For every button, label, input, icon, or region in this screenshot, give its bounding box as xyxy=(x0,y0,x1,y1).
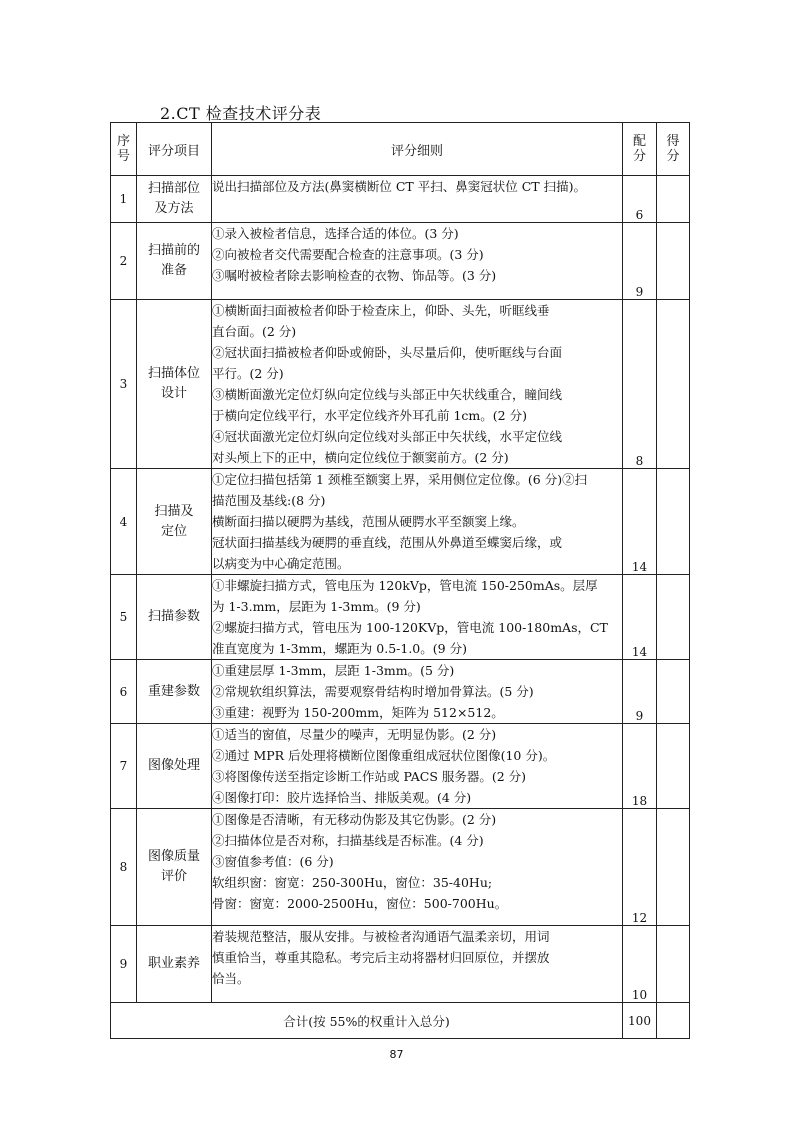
row-item xyxy=(137,176,212,223)
rule-line: 描范围及基线:(8 分) xyxy=(212,493,326,508)
row-number: 4 xyxy=(111,469,137,575)
row-item-line: 图像处理 xyxy=(147,758,200,773)
row-item xyxy=(137,469,212,575)
row-score-cell[interactable] xyxy=(657,660,690,724)
rule-line: 说出扫描部位及方法(鼻窦横断位 CT 平扫、鼻窦冠状位 CT 扫描)。 xyxy=(212,179,586,194)
total-score-cell[interactable] xyxy=(657,1003,690,1039)
row-item xyxy=(137,809,212,926)
row-item-line: 扫描及 xyxy=(154,503,194,519)
row-number: 2 xyxy=(111,223,137,300)
rule-line: 准直宽度为 1-3mm，螺距为 0.5-1.0。(9 分) xyxy=(212,641,467,656)
rule-line: ②螺旋扫描方式，管电压为 100-120KVp，管电流 100-180mAs，CT xyxy=(212,620,608,635)
rule-line: ②冠状面扫描被检者仰卧或俯卧，头尽量后仰，使听眶线与台面 xyxy=(212,345,563,360)
table-row xyxy=(111,223,690,300)
rule-line: 冠状面扫描基线为硬腭的垂直线，范围从外鼻道至蝶窦后缘，或 xyxy=(212,535,563,550)
row-points: 10 xyxy=(623,926,657,1003)
rule-line: 对头颅上下的正中，横向定位线位于额窦前方。(2 分) xyxy=(212,450,509,465)
row-score-cell[interactable] xyxy=(657,469,690,575)
rule-line: 以病变为中心确定范围。 xyxy=(212,556,350,571)
rule-line: ①定位扫描包括第 1 颈椎至额窦上界，采用侧位定位像。(6 分)②扫 xyxy=(212,472,588,487)
row-points: 12 xyxy=(623,809,657,926)
rule-line: ③重建：视野为 150-200mm，矩阵为 512×512。 xyxy=(212,705,504,720)
row-number: 9 xyxy=(111,926,137,1003)
rule-line: ①重建层厚 1-3mm，层距 1-3mm。(5 分) xyxy=(212,663,455,678)
table-header-row xyxy=(111,123,690,176)
row-score-cell[interactable] xyxy=(657,926,690,1003)
row-rules xyxy=(212,660,623,724)
row-item xyxy=(137,724,212,809)
header-number: 序 号 xyxy=(111,123,137,176)
rule-line: ①图像是否清晰，有无移动伪影及其它伪影。(2 分) xyxy=(212,812,497,827)
rule-line: ③窗值参考值：(6 分) xyxy=(212,854,334,869)
row-item-line: 评价 xyxy=(160,869,187,884)
row-item xyxy=(137,926,212,1003)
total-row xyxy=(111,1003,690,1039)
row-item-line: 扫描部位 xyxy=(147,181,200,196)
row-item xyxy=(137,300,212,469)
total-label: 合计(按 55%的权重计入总分) xyxy=(111,1003,623,1039)
row-rules xyxy=(212,469,623,575)
rule-line: 骨窗：窗宽：2000-2500Hu，窗位：500-700Hu。 xyxy=(212,896,508,911)
row-number: 3 xyxy=(111,300,137,469)
page-number: 87 xyxy=(389,1048,404,1061)
header-score: 得 分 xyxy=(657,123,690,176)
rule-line: 平行。(2 分) xyxy=(212,366,284,381)
row-item-line: 图像质量 xyxy=(147,849,200,864)
row-rules xyxy=(212,575,623,660)
rule-line: ③横断面激光定位灯纵向定位线与头部正中矢状线重合，瞳间线 xyxy=(212,387,563,402)
row-points: 6 xyxy=(623,176,657,223)
table-row xyxy=(111,926,690,1003)
table-row xyxy=(111,469,690,575)
rule-line: 慎重恰当，尊重其隐私。考完后主动将器材归回原位，并摆放 xyxy=(212,950,550,965)
rule-line: ②向被检者交代需要配合检查的注意事项。(3 分) xyxy=(212,247,484,262)
row-score-cell[interactable] xyxy=(657,724,690,809)
rule-line: 着装规范整洁，服从安排。与被检者沟通语气温柔亲切，用词 xyxy=(212,929,550,944)
row-item-line: 重建参数 xyxy=(147,683,200,699)
row-rules xyxy=(212,724,623,809)
row-rules xyxy=(212,176,623,223)
row-number: 5 xyxy=(111,575,137,660)
rule-line: 横断面扫描以硬腭为基线，范围从硬腭水平至额窦上缘。 xyxy=(212,514,525,529)
row-number: 7 xyxy=(111,724,137,809)
rule-line: ④冠状面激光定位灯纵向定位线对头部正中矢状线，水平定位线 xyxy=(212,429,563,444)
row-points: 9 xyxy=(623,660,657,724)
total-points: 100 xyxy=(623,1003,657,1039)
rule-line: ②常规软组织算法，需要观察骨结构时增加骨算法。(5 分) xyxy=(212,684,534,699)
table-row xyxy=(111,809,690,926)
row-points: 14 xyxy=(623,469,657,575)
row-number: 6 xyxy=(111,660,137,724)
row-points: 18 xyxy=(623,724,657,809)
scoring-table xyxy=(110,122,690,1039)
row-score-cell[interactable] xyxy=(657,809,690,926)
table-row xyxy=(111,660,690,724)
row-item-line: 扫描参数 xyxy=(147,609,200,624)
page-title: 2.CT 检查技术评分表 xyxy=(160,104,322,123)
header-rule: 评分细则 xyxy=(212,123,623,176)
row-item-line: 准备 xyxy=(160,263,187,278)
row-score-cell[interactable] xyxy=(657,300,690,469)
rule-line: ②扫描体位是否对称，扫描基线是否标准。(4 分) xyxy=(212,833,484,848)
row-item xyxy=(137,660,212,724)
rule-line: 软组织窗：窗宽：250-300Hu，窗位：35-40Hu; xyxy=(212,875,493,890)
row-points: 8 xyxy=(623,300,657,469)
row-rules xyxy=(212,926,623,1003)
row-item-line: 定位 xyxy=(160,523,187,539)
rule-line: ①录入被检者信息，选择合适的体位。(3 分) xyxy=(212,226,459,241)
row-item xyxy=(137,575,212,660)
row-rules xyxy=(212,300,623,469)
rule-line: 为 1-3.mm，层距为 1-3mm。(9 分) xyxy=(212,599,421,614)
rule-line: ③将图像传送至指定诊断工作站或 PACS 服务器。(2 分) xyxy=(212,769,527,784)
row-rules xyxy=(212,809,623,926)
row-score-cell[interactable] xyxy=(657,223,690,300)
row-score-cell[interactable] xyxy=(657,176,690,223)
row-points: 14 xyxy=(623,575,657,660)
row-number: 8 xyxy=(111,809,137,926)
table-row xyxy=(111,575,690,660)
row-item-line: 扫描体位 xyxy=(147,366,200,381)
table-row xyxy=(111,724,690,809)
row-item-line: 扫描前的 xyxy=(147,243,200,258)
row-rules xyxy=(212,223,623,300)
table-row xyxy=(111,176,690,223)
rule-line: 于横向定位线平行，水平定位线齐外耳孔前 1cm。(2 分) xyxy=(212,408,527,423)
row-item-line: 及方法 xyxy=(154,201,194,216)
row-item-line: 职业素养 xyxy=(147,956,200,971)
row-item xyxy=(137,223,212,300)
row-points: 9 xyxy=(623,223,657,300)
rule-line: 恰当。 xyxy=(212,971,250,986)
rule-line: ④图像打印：胶片选择恰当、排版美观。(4 分) xyxy=(212,790,472,805)
rule-line: 直台面。(2 分) xyxy=(212,324,297,339)
row-number: 1 xyxy=(111,176,137,223)
row-score-cell[interactable] xyxy=(657,575,690,660)
rule-line: ②通过 MPR 后处理将横断位图像重组成冠状位图像(10 分)。 xyxy=(212,748,556,763)
header-item: 评分项目 xyxy=(137,123,212,176)
rule-line: ①横断面扫面被检者仰卧于检查床上，仰卧、头先，听眶线垂 xyxy=(212,303,550,318)
rule-line: ①适当的窗值，尽量少的噪声，无明显伪影。(2 分) xyxy=(212,727,497,742)
table-row xyxy=(111,300,690,469)
row-item-line: 设计 xyxy=(160,386,187,401)
rule-line: ③嘱咐被检者除去影响检查的衣物、饰品等。(3 分) xyxy=(212,268,497,283)
rule-line: ①非螺旋扫描方式，管电压为 120kVp，管电流 150-250mAs。层厚 xyxy=(212,578,598,593)
header-points: 配 分 xyxy=(623,123,657,176)
